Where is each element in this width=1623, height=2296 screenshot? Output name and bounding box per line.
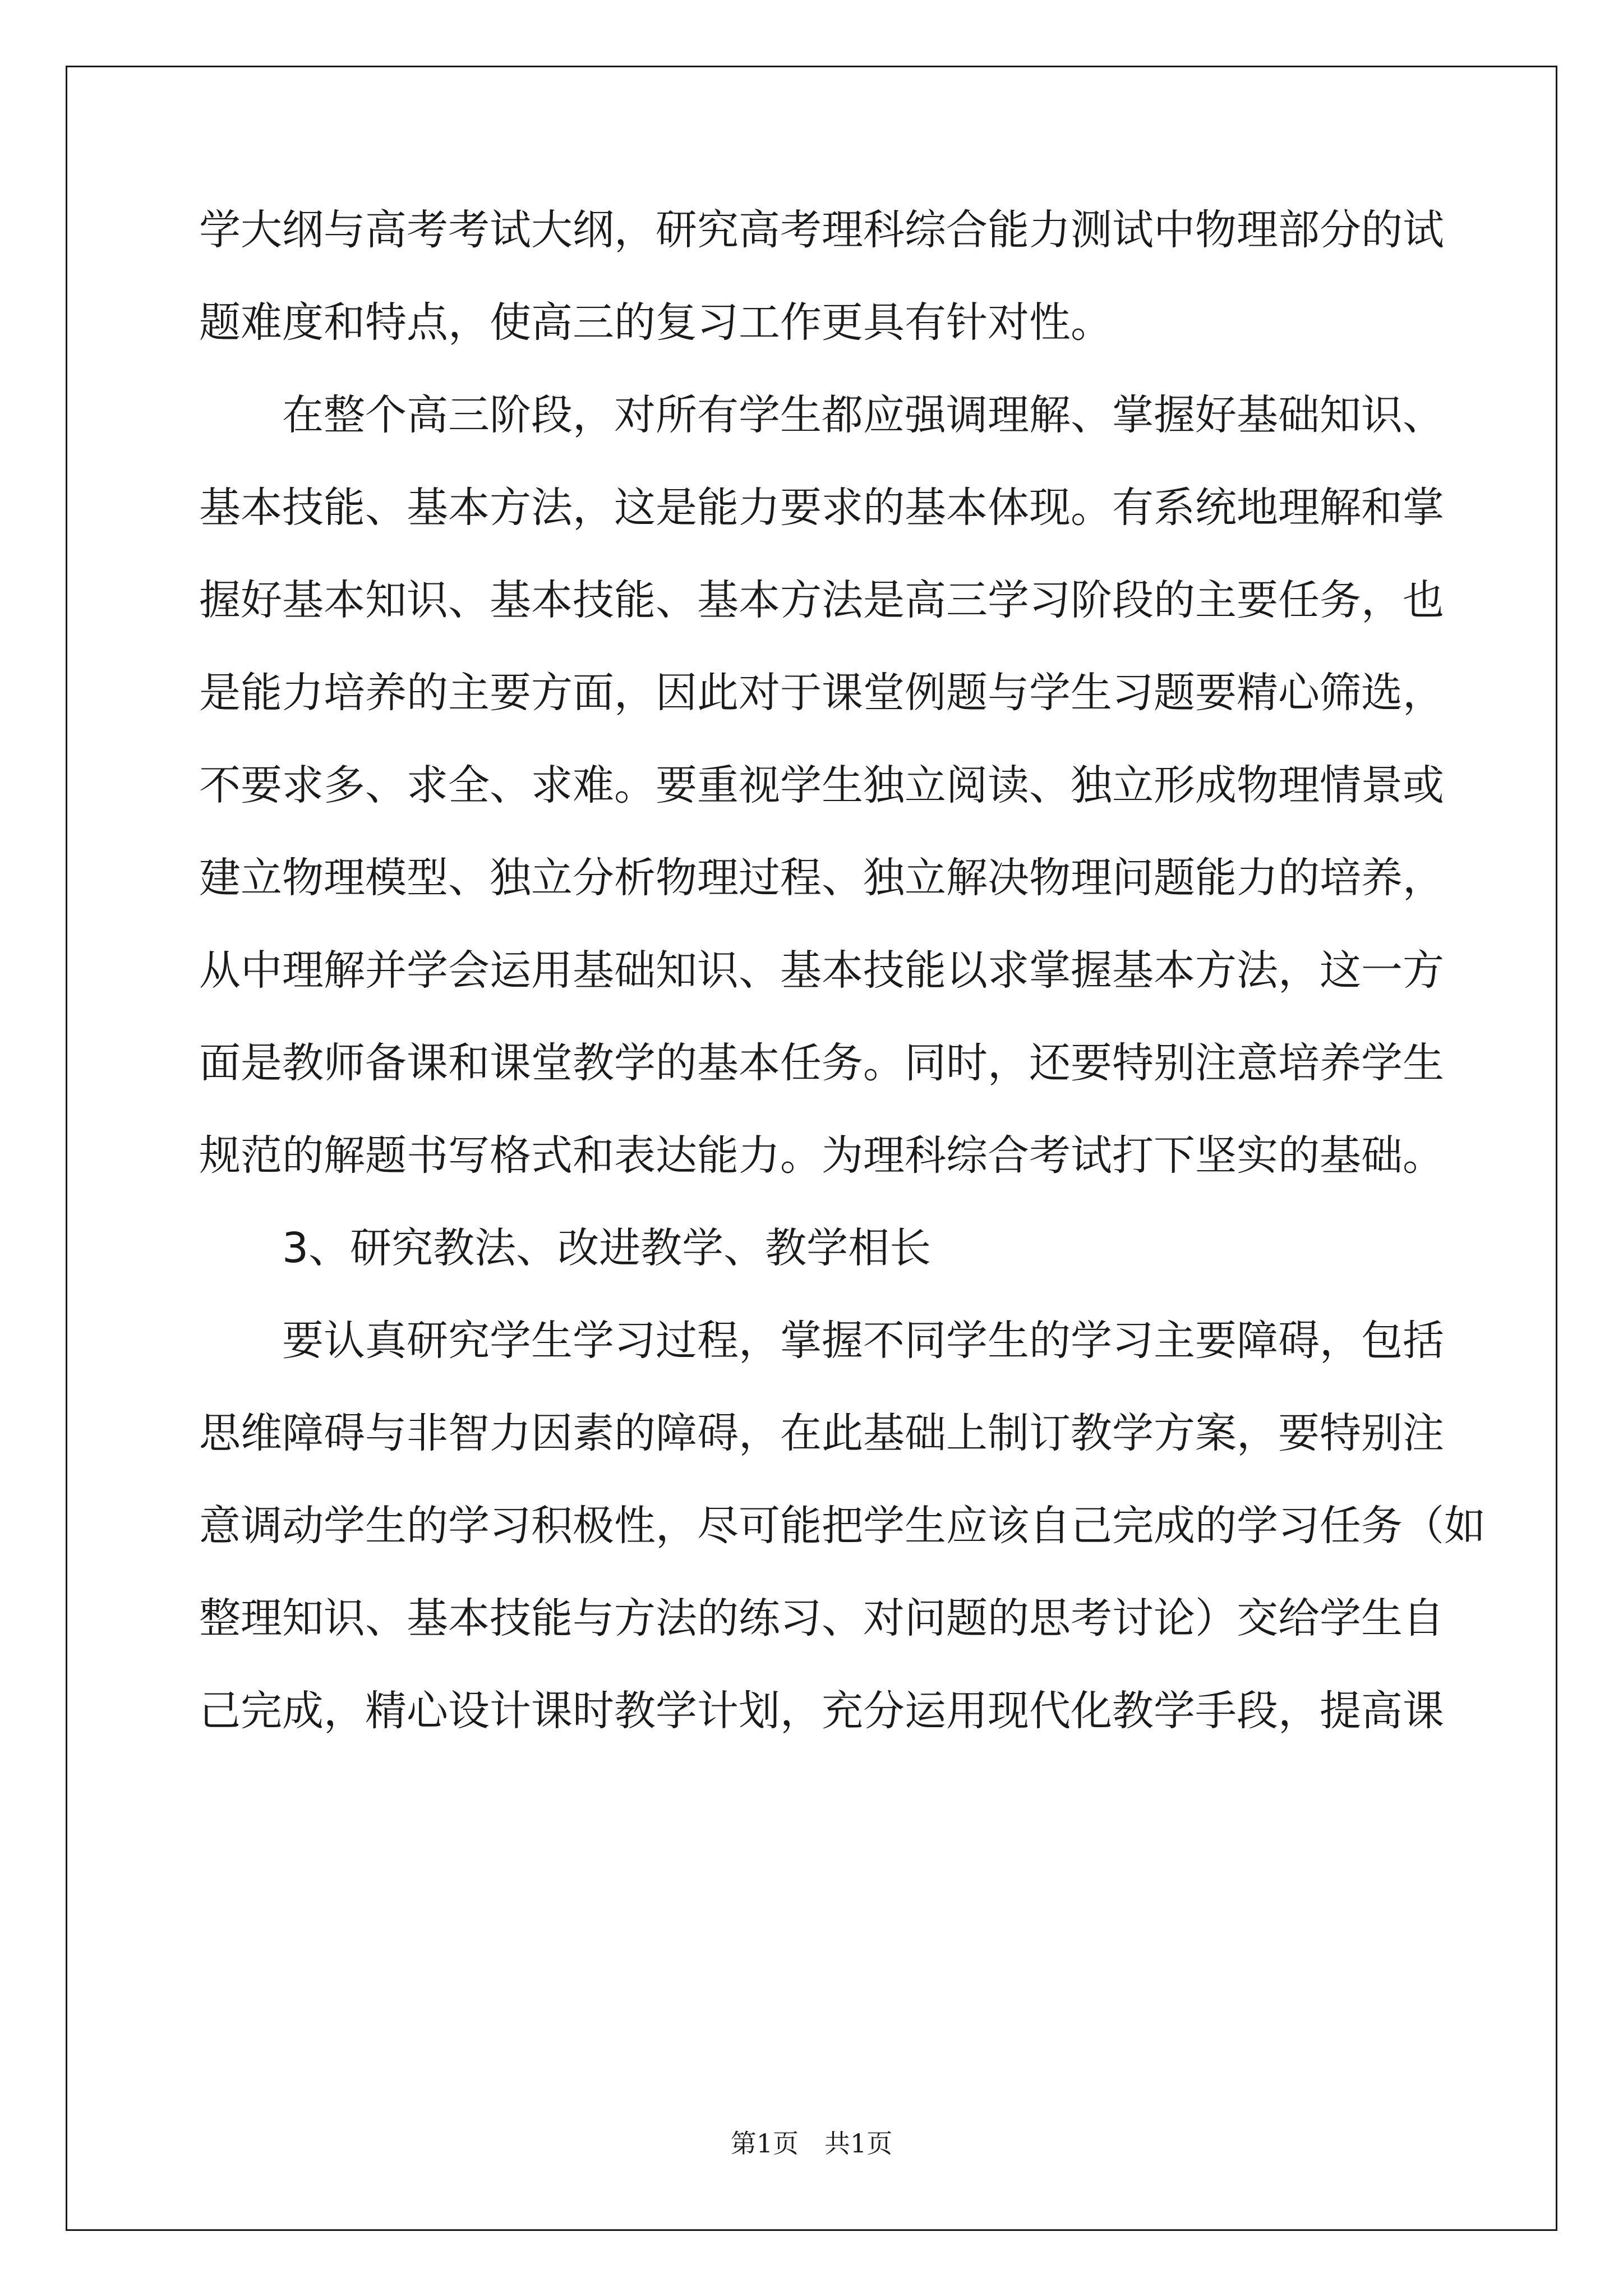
paragraph-start-line: 在整个高三阶段，对所有学生都应强调理解、掌握好基础知识、 — [282, 391, 1444, 439]
text-line: 基本技能、基本方法，这是能力要求的基本体现。有系统地理解和掌 — [199, 484, 1444, 532]
text-line: 题难度和特点，使高三的复习工作更具有针对性。 — [199, 298, 1112, 347]
section-heading: 3、研究教法、改进教学、教学相长 — [282, 1224, 932, 1272]
text-line: 思维障碍与非智力因素的障碍，在此基础上制订教学方案，要特别注 — [199, 1409, 1444, 1457]
text-line: 握好基本知识、基本技能、基本方法是高三学习阶段的主要任务，也 — [199, 576, 1444, 624]
text-line: 面是教师备课和课堂教学的基本任务。同时，还要特别注意培养学生 — [199, 1039, 1444, 1087]
document-body — [199, 206, 1486, 1781]
page-total: 共1页 — [824, 2128, 893, 2159]
paragraph-start-line: 要认真研究学生学习过程，掌握不同学生的学习主要障碍，包括 — [282, 1317, 1444, 1365]
text-line: 己完成，精心设计课时教学计划，充分运用现代化教学手段，提高课 — [199, 1687, 1444, 1735]
text-line: 意调动学生的学习积极性，尽可能把学生应该自己完成的学习任务（如 — [199, 1502, 1486, 1550]
text-line: 规范的解题书写格式和表达能力。为理科综合考试打下坚实的基础。 — [199, 1131, 1444, 1180]
text-line: 不要求多、求全、求难。要重视学生独立阅读、独立形成物理情景或 — [199, 761, 1444, 809]
page-number: 第1页 — [730, 2128, 799, 2159]
text-line: 学大纲与高考考试大纲，研究高考理科综合能力测试中物理部分的试 — [199, 206, 1444, 254]
text-line: 整理知识、基本技能与方法的练习、对问题的思考讨论）交给学生自 — [199, 1594, 1444, 1642]
page-footer — [0, 2123, 1623, 2160]
text-line: 是能力培养的主要方面，因此对于课堂例题与学生习题要精心筛选， — [199, 669, 1444, 717]
text-line: 建立物理模型、独立分析物理过程、独立解决物理问题能力的培养， — [199, 854, 1444, 902]
text-line: 从中理解并学会运用基础知识、基本技能以求掌握基本方法，这一方 — [199, 946, 1444, 995]
